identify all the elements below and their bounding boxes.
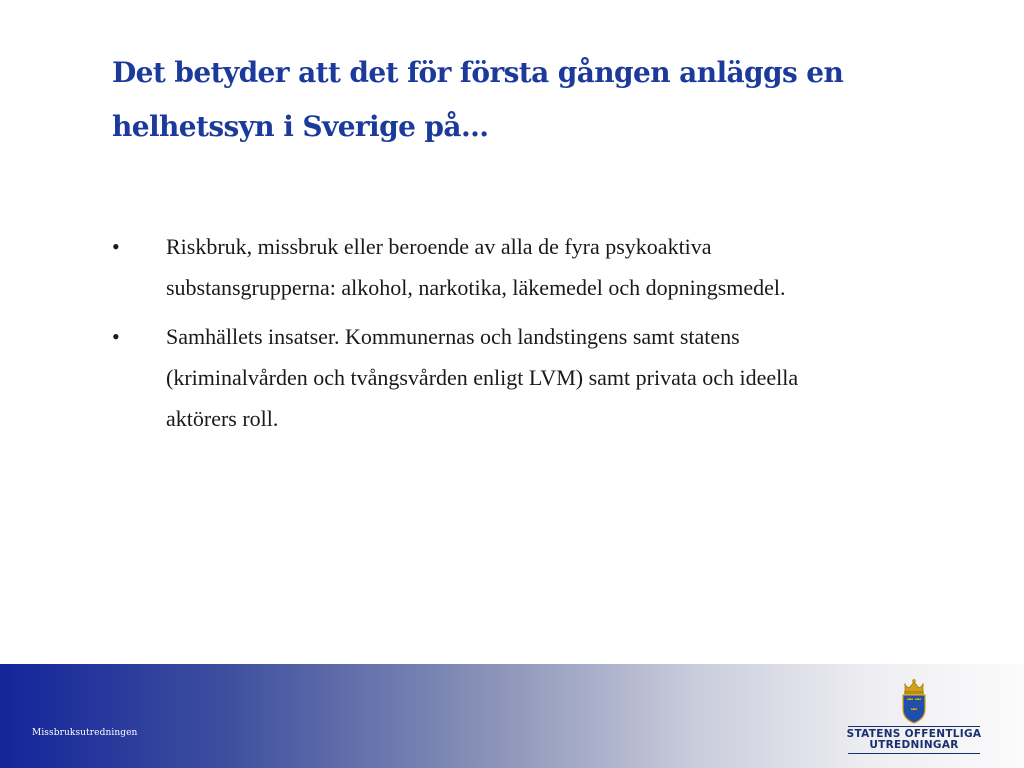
bullet-item-2 xyxy=(112,316,932,439)
bullet-marker: • xyxy=(112,324,120,349)
bullet-line: substansgrupperna: alkohol, narkotika, läkemedel och dopningsmedel. xyxy=(166,275,786,300)
bullet-marker: • xyxy=(112,234,120,259)
bullet-text xyxy=(166,226,932,308)
sou-logo xyxy=(846,678,982,758)
swedish-crown-crest-icon xyxy=(899,678,929,724)
logo-text-line2: UTREDNINGAR xyxy=(869,739,959,751)
logo-rule-top xyxy=(848,726,980,727)
bullet-line: aktörers roll. xyxy=(166,406,279,431)
logo-text-line1: STATENS OFFENTLIGA xyxy=(846,728,982,740)
bullet-list xyxy=(112,226,932,447)
bullet-text xyxy=(166,316,932,439)
title-line-2: helhetssyn i Sverige på… xyxy=(112,110,489,143)
logo-rule-bottom xyxy=(848,753,980,754)
footer-label: Missbruksutredningen xyxy=(32,728,138,738)
slide-title xyxy=(112,46,912,154)
title-line-1: Det betyder att det för första gången anläggs en xyxy=(112,56,844,89)
bullet-line: Samhällets insatser. Kommunernas och landstingens samt statens xyxy=(166,324,740,349)
bullet-line: Riskbruk, missbruk eller beroende av alla de fyra psykoaktiva xyxy=(166,234,712,259)
bullet-item-1 xyxy=(112,226,932,308)
bullet-line: (kriminalvården och tvångsvården enligt LVM) samt privata och ideella xyxy=(166,365,799,390)
